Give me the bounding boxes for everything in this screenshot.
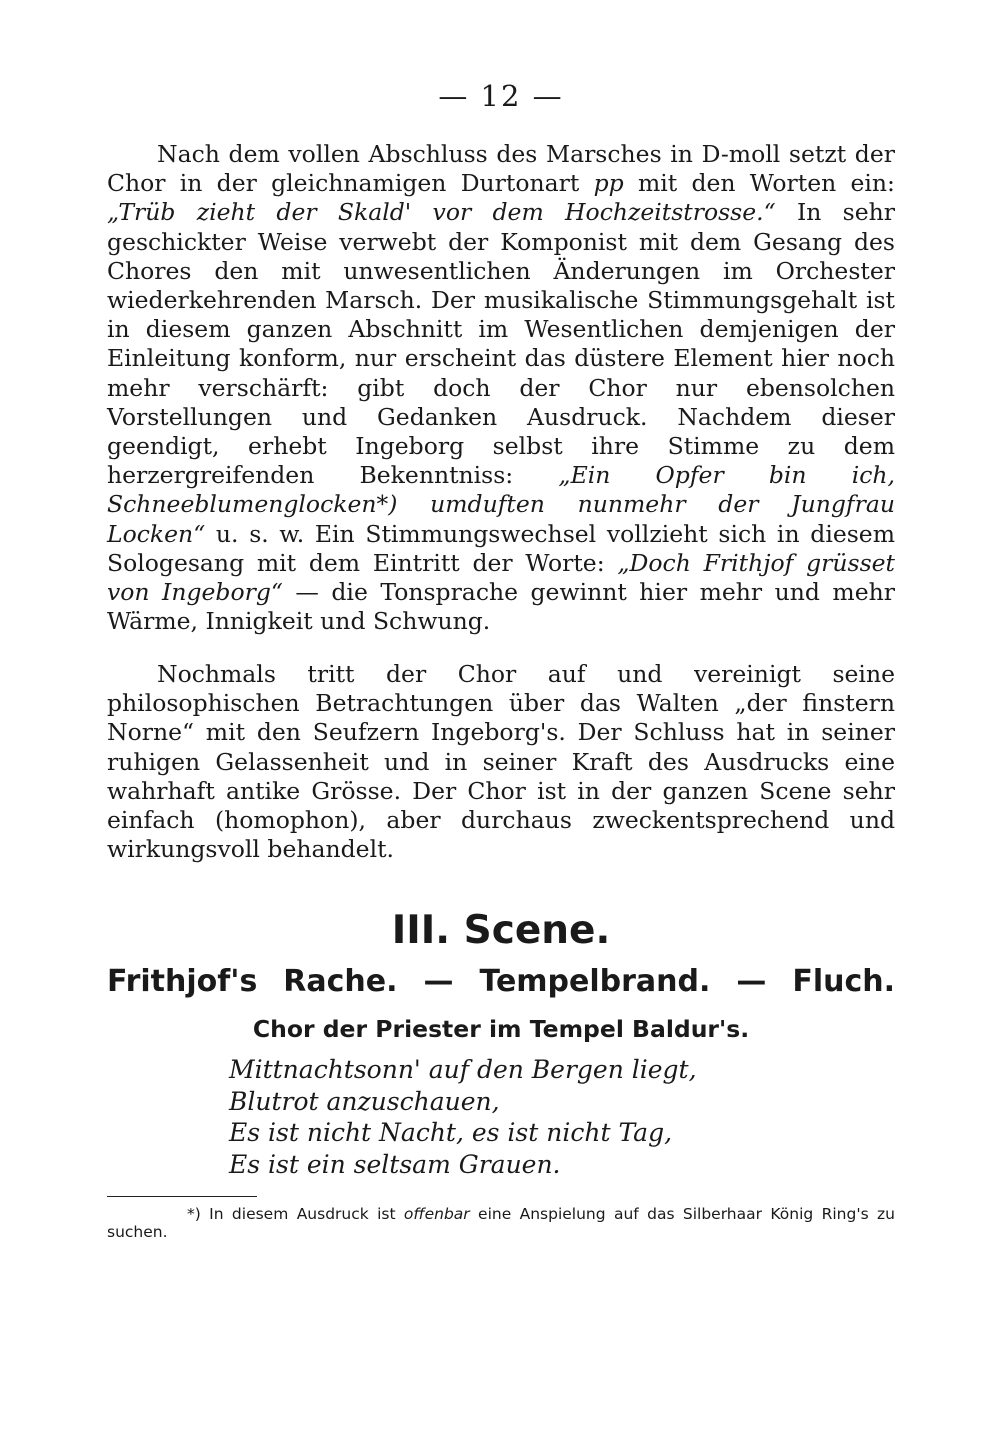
verse-line-2: Blutrot anzuschauen,	[229, 1086, 500, 1116]
footnote-segment: *) In diesem Ausdruck ist	[187, 1205, 404, 1224]
footnote	[107, 1205, 895, 1241]
scene-subtitle: Frithjof's Rache. — Tempelbrand. — Fluch.	[107, 964, 895, 1000]
text-segment-italic: „Trüb zieht der Skald' vor dem Hochzeitstrosse.“	[107, 198, 776, 227]
paragraph-2	[107, 660, 895, 864]
text-segment-italic: pp	[593, 169, 624, 198]
body-text	[107, 140, 895, 864]
text-segment: Nochmals tritt der Chor auf und vereinigt seine philosophischen Betrachtungen über das Walten „der finstern Norne“ mit den Seufzern Ingeborg's. Der Schluss hat in seiner ruhigen Gelassenheit und in seiner Kraft des Ausdrucks eine wahrhaft antike Grösse. Der Chor ist in der ganzen Scene sehr einfach (homophon), aber durchaus zweckentsprechend und wirkungsvoll behandelt.	[107, 659, 895, 864]
verse-line-4: Es ist ein seltsam Grauen.	[229, 1149, 561, 1179]
verse-line-3: Es ist nicht Nacht, es ist nicht Tag,	[229, 1118, 673, 1148]
page-number: — 12 —	[438, 79, 564, 113]
text-segment-italic: „Doch Frithjof grüsset von Ingeborg“	[107, 548, 895, 607]
text-segment: — die Tonsprache gewinnt hier mehr und mehr Wärme, Innigkeit und Schwung.	[107, 578, 895, 636]
text-segment-italic: „Ein Opfer bin ich, Schneeblumenglocken*) umduften nunmehr der Jungfrau Locken“	[107, 461, 895, 548]
footnote-segment: eine Anspielung auf das Silberhaar König Ring's zu suchen.	[107, 1205, 895, 1242]
verse-line-1: Mittnachtsonn' auf den Bergen liegt,	[229, 1055, 697, 1085]
paragraph-1	[107, 140, 895, 636]
text-segment: Nach dem vollen Abschluss des Marsches in D-moll setzt der Chor in der gleichnamigen Durtonart	[107, 140, 895, 198]
verse-block	[229, 1054, 895, 1180]
footnote-segment-italic: offenbar	[403, 1205, 470, 1224]
choir-heading: Chor der Priester im Tempel Baldur's.	[252, 1015, 750, 1044]
text-segment: u. s. w. Ein Stimmungswechsel vollzieht sich in diesem Sologesang mit dem Eintritt der Worte:	[107, 519, 895, 577]
text-segment: In sehr geschickter Weise verwebt der Komponist mit dem Gesang des Chores den mit unwesentlichen Änderungen im Orchester wiederkehrenden Marsch. Der musikalische Stimmungsgehalt ist in diesem ganzen Abschnitt im Wesentlichen demjenigen der Einleitung konform, nur erscheint das düstere Element hier noch mehr verschärft: gibt doch der Chor nur ebensolchen Vorstellungen und Gedanken Ausdruck. Nachdem dieser geendigt, erhebt Ingeborg selbst ihre Stimme zu dem herzergreifenden Bekenntniss:	[107, 198, 895, 490]
text-segment: mit den Worten ein:	[623, 169, 895, 198]
scene-title: III. Scene.	[391, 908, 611, 954]
footnote-divider	[107, 1196, 257, 1197]
document-page	[107, 78, 895, 1241]
